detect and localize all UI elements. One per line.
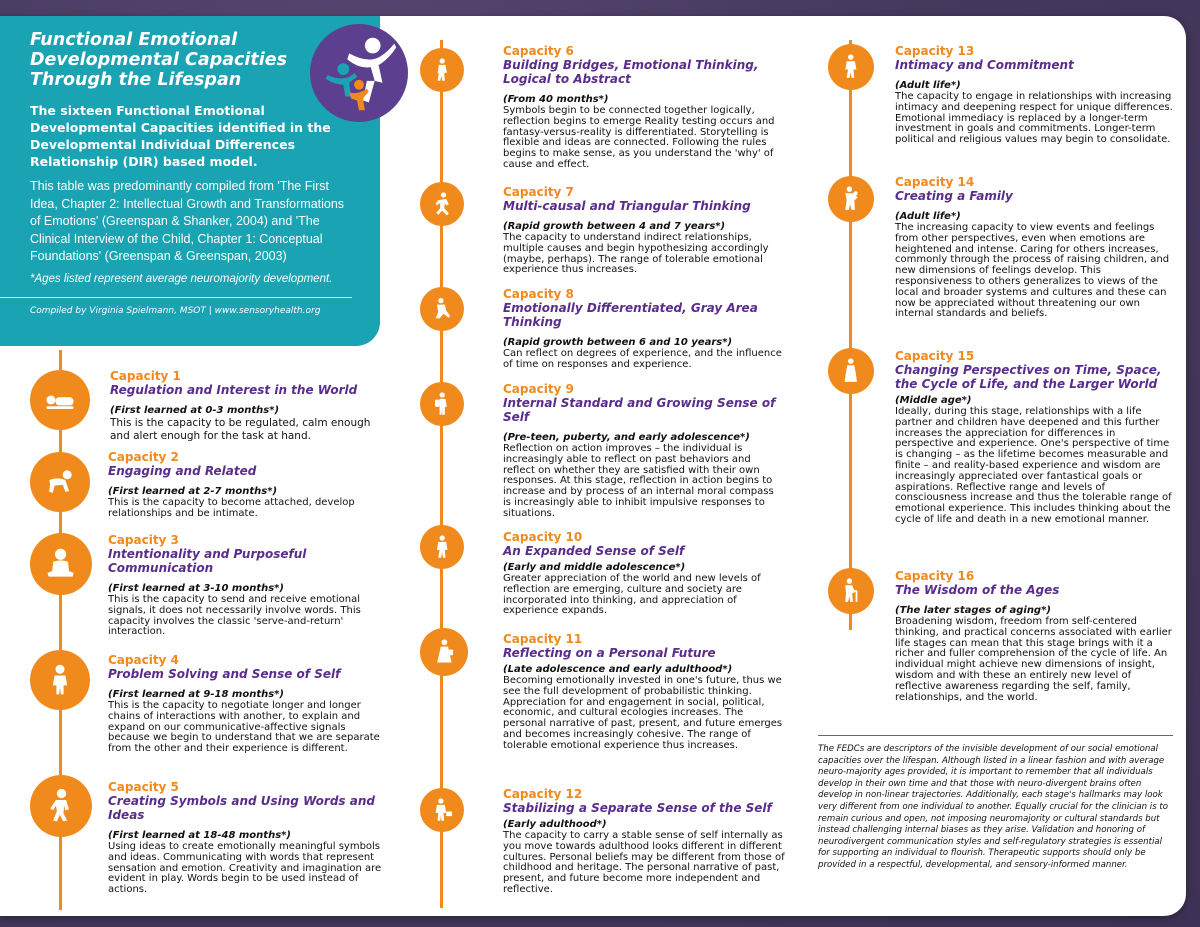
capacity-12-entry: [503, 787, 788, 896]
capacity-title: Multi-causal and Triangular Thinking: [503, 199, 751, 213]
capacity-number: Capacity 10: [503, 530, 583, 544]
capacity-description: Can reflect on degrees of experience, and the influence of time on responses and experience.: [503, 348, 782, 370]
header-divider: [0, 297, 352, 298]
capacity-number: Capacity 15: [895, 349, 975, 363]
footnote: The FEDCs are descriptors of the invisible development of our social emotional capacities over the lifespan. Although listed in a linear fashion and with average neuro-majority ages provided, it is important to remember that all individuals develop in their own time and that those with neuro-divergent brains often develop in non-linear trajectories. Additionally, each stage's hallmarks may look very different from one individual to another. Equally crucial for the clinician is to remain curious and open, not imposing neuromajority or cultural standards but instead challenging internal biases as they arise. Validation and honoring of neurodivergent communication styles and self-regulatory strategies is essential for supporting an individual to flourish. Therapeutic supports should only be provided in a respectful, developmental, and sensory-informed manner.: [818, 735, 1173, 872]
capacity-description: Broadening wisdom, freedom from self-centered thinking, and practical concerns associated with earlier life stages can mean that this stage brings with it a richer and fuller comprehension of the cycle of life. An individual might achieve new dimensions of insight, wisdom and with these an entirely new level of reflective awareness regarding the self, family, relationships, and the world.: [895, 616, 1172, 703]
capacity-description: The increasing capacity to view events and feelings from other perspectives, even when emotions are heightened and intense. Caring for others increases, commonly through the process of raising children, and new dimensions of feelings develop. This responsiveness to others generalizes to views of the local and broader systems and cultures and these can now be appreciated without threatening our own internal standards and beliefs.: [895, 222, 1170, 320]
capacity-description: Reflection on action improves – the individual is increasingly able to reflect on past behaviors and reflect on whether they are satisfied with their own responses. At this stage, reflection in action begins to increase and by process of an internal moral compass is increasingly able to inhibit impulsive responses to situations.: [503, 443, 774, 519]
capacity-13-entry: [895, 44, 1175, 146]
capacity-description: This is the capacity to send and receive emotional signals, it does not necessarily involve words. This capacity involves the classic 'serve-and-return' interaction.: [108, 594, 361, 638]
capacity-10-entry: [503, 530, 783, 617]
capacity-number: Capacity 1: [110, 369, 181, 383]
capacity-number: Capacity 11: [503, 632, 583, 646]
capacity-title: Regulation and Interest in the World: [110, 383, 358, 397]
capacity-age: (Middle age*): [895, 395, 972, 406]
capacity-age: (First learned at 18-48 months*): [108, 830, 291, 841]
page-title: Functional Emotional Developmental Capacities Through the Lifespan: [30, 30, 288, 90]
capacity-6-entry: [503, 44, 783, 171]
capacity-number: Capacity 16: [895, 569, 975, 583]
capacity-description: The capacity to understand indirect relationships, multiple causes and begin hypothesizing accordingly (maybe, perhaps). The range of tolerable emotional experience thus increases.: [503, 232, 769, 276]
parent-child-icon: [828, 176, 874, 222]
capacity-5-entry: [108, 780, 388, 896]
capacity-title: Stabilizing a Separate Sense of the Self: [503, 801, 772, 815]
capacity-age: (Early and middle adolescence*): [503, 562, 686, 573]
capacity-description: This is the capacity to become attached, develop relationships and be intimate.: [108, 497, 355, 519]
capacity-title: Engaging and Related: [108, 464, 257, 478]
capacity-title: An Expanded Sense of Self: [503, 544, 685, 558]
capacity-age: (First learned at 3-10 months*): [108, 583, 284, 594]
capacity-description: Becoming emotionally invested in one's future, thus we see the full development of probabilistic thinking. Appreciation for and engagement in social, political, economic, and cultural ecologies increases. The personal narrative of past, present, and future emerges and becomes increasingly cohesive. The range of tolerable emotional experience thus increases.: [503, 675, 783, 751]
capacity-title: Intimacy and Commitment: [895, 58, 1074, 72]
baby-lying-icon: [30, 370, 90, 430]
capacity-age: (Adult life*): [895, 211, 961, 222]
capacity-title: Creating Symbols and Using Words and Ideas: [108, 794, 375, 822]
elder-cane-icon: [828, 568, 874, 614]
timeline-line-col2: [440, 40, 443, 908]
capacity-title: Reflecting on a Personal Future: [503, 646, 716, 660]
capacity-number: Capacity 9: [503, 382, 574, 396]
capacity-number: Capacity 2: [108, 450, 179, 464]
capacity-4-entry: [108, 653, 383, 755]
capacity-1-entry: [110, 369, 385, 442]
capacity-number: Capacity 4: [108, 653, 179, 667]
capacity-age: (From 40 months*): [503, 94, 609, 105]
capacity-age: (The later stages of aging*): [895, 605, 1051, 616]
capacity-age: (Late adolescence and early adulthood*): [503, 664, 733, 675]
capacity-description: The capacity to carry a stable sense of self internally as you move towards adulthood looks different in different cultures. Personal beliefs may be different from those of childhood and heritage. The personal narrative of past, present, and future become more independent and reflective.: [503, 830, 785, 895]
capacity-age: (First learned at 0-3 months*): [110, 405, 280, 416]
baby-crawling-icon: [30, 452, 90, 512]
capacity-description: This is the capacity to be regulated, calm enough and alert enough for the task at hand.: [110, 417, 371, 442]
child-kneeling-icon: [420, 287, 464, 331]
capacity-description: Symbols begin to be connected together logically, reflection begins to emerge Reality testing occurs and fantasy-versus-reality is differentiated. Storytelling is flexible and ideas are connected. Following the rules begins to make sense, as you understand the 'why' of cause and effect.: [503, 105, 775, 170]
capacity-11-entry: [503, 632, 783, 752]
capacity-number: Capacity 7: [503, 185, 574, 199]
middle-aged-icon: [828, 348, 874, 394]
adult-walking-icon: [828, 44, 874, 90]
capacity-title: Internal Standard and Growing Sense of Self: [503, 396, 776, 424]
preteen-backpack-icon: [420, 382, 464, 426]
dancing-figures-logo-icon: [310, 24, 408, 122]
ages-note: *Ages listed represent average neuromajority development.: [30, 272, 333, 285]
capacity-title: Creating a Family: [895, 189, 1013, 203]
capacity-3-entry: [108, 533, 383, 638]
capacity-title: The Wisdom of the Ages: [895, 583, 1060, 597]
capacity-number: Capacity 6: [503, 44, 574, 58]
capacity-number: Capacity 13: [895, 44, 975, 58]
capacity-title: Changing Perspectives on Time, Space, the Cycle of Life, and the Larger World: [895, 363, 1162, 391]
capacity-9-entry: [503, 382, 783, 520]
capacity-age: (Rapid growth between 4 and 7 years*): [503, 221, 726, 232]
capacity-age: (First learned at 9-18 months*): [108, 689, 284, 700]
header-subtitle: The sixteen Functional Emotional Developmental Capacities identified in the Developmental Individual Differences Relationship (DIR) based model.: [30, 103, 331, 169]
timeline-line-col3: [849, 40, 852, 630]
capacity-age: (Early adulthood*): [503, 819, 607, 830]
capacity-16-entry: [895, 569, 1175, 703]
capacity-age: (Adult life*): [895, 80, 961, 91]
capacity-age: (Rapid growth between 6 and 10 years*): [503, 337, 733, 348]
teen-walking-icon: [420, 525, 464, 569]
toddler-walking-icon: [30, 775, 92, 837]
capacity-age: (Pre-teen, puberty, and early adolescence*): [503, 432, 750, 443]
capacity-title: Intentionality and Purposeful Communication: [108, 547, 307, 575]
capacity-14-entry: [895, 175, 1175, 320]
capacity-2-entry: [108, 450, 383, 520]
capacity-description: The capacity to engage in relationships with increasing intimacy and deepening respect for unique differences. Emotional immediacy is replaced by a longer-term investment in goals and commitments. Longer-term political and religious values may begin to consolidate.: [895, 91, 1173, 146]
capacity-number: Capacity 3: [108, 533, 179, 547]
credit-line: Compiled by Virginia Spielmann, MSOT | www.sensoryhealth.org: [30, 305, 321, 316]
capacity-title: Building Bridges, Emotional Thinking, Logical to Abstract: [503, 58, 759, 86]
capacity-description: Ideally, during this stage, relationships with a life partner and children have deepened and this further increases the appreciation for differences in perspective and experience. One's perspective of time is changing – as the lifetime becomes measurable and finite – and reality-based experience and wisdom are increasingly appreciated over fantastical goals or aspirations. Reflective range and levels of consciousness increase and thus the tolerable range of emotional experience. This includes thinking about the cycle of life and death in a new emotional manner.: [895, 406, 1172, 525]
capacity-number: Capacity 5: [108, 780, 179, 794]
header-description: This table was predominantly compiled from 'The First Idea, Chapter 2: Intellectual Growth and Transformations of Emotions' (Greenspan & Shanker, 2004) and 'The Clinical Interview of the Child, Chapter 1: Conceptual Foundations' (Greenspan & Greenspan, 2003): [30, 179, 345, 263]
capacity-number: Capacity 12: [503, 787, 583, 801]
capacity-description: Using ideas to create emotionally meaningful symbols and ideas. Communicating with words that represent sensation and emotion. Creativity and imagination are evident in play. Words begin to be used instead of actions.: [108, 841, 382, 896]
baby-sitting-icon: [30, 533, 92, 595]
child-running-icon: [420, 182, 464, 226]
child-walking-icon: [420, 48, 464, 92]
capacity-number: Capacity 14: [895, 175, 975, 189]
capacity-title: Emotionally Differentiated, Gray Area Thinking: [503, 301, 758, 329]
capacity-15-entry: [895, 349, 1175, 526]
capacity-age: (First learned at 2-7 months*): [108, 486, 278, 497]
toddler-standing-icon: [30, 650, 90, 710]
capacity-description: This is the capacity to negotiate longer and longer chains of interactions with another, to explain and expand on our communicative-affective signals because we begin to understand that we are separate from the other and their experience is different.: [108, 700, 380, 755]
capacity-number: Capacity 8: [503, 287, 574, 301]
capacity-8-entry: [503, 287, 783, 371]
adult-briefcase-icon: [420, 788, 464, 832]
capacity-title: Problem Solving and Sense of Self: [108, 667, 341, 681]
capacity-7-entry: [503, 185, 783, 276]
capacity-description: Greater appreciation of the world and new levels of reflection are emerging, culture and society are incorporated into thinking, and appreciation of experience expands.: [503, 573, 761, 617]
young-adult-icon: [420, 628, 468, 676]
